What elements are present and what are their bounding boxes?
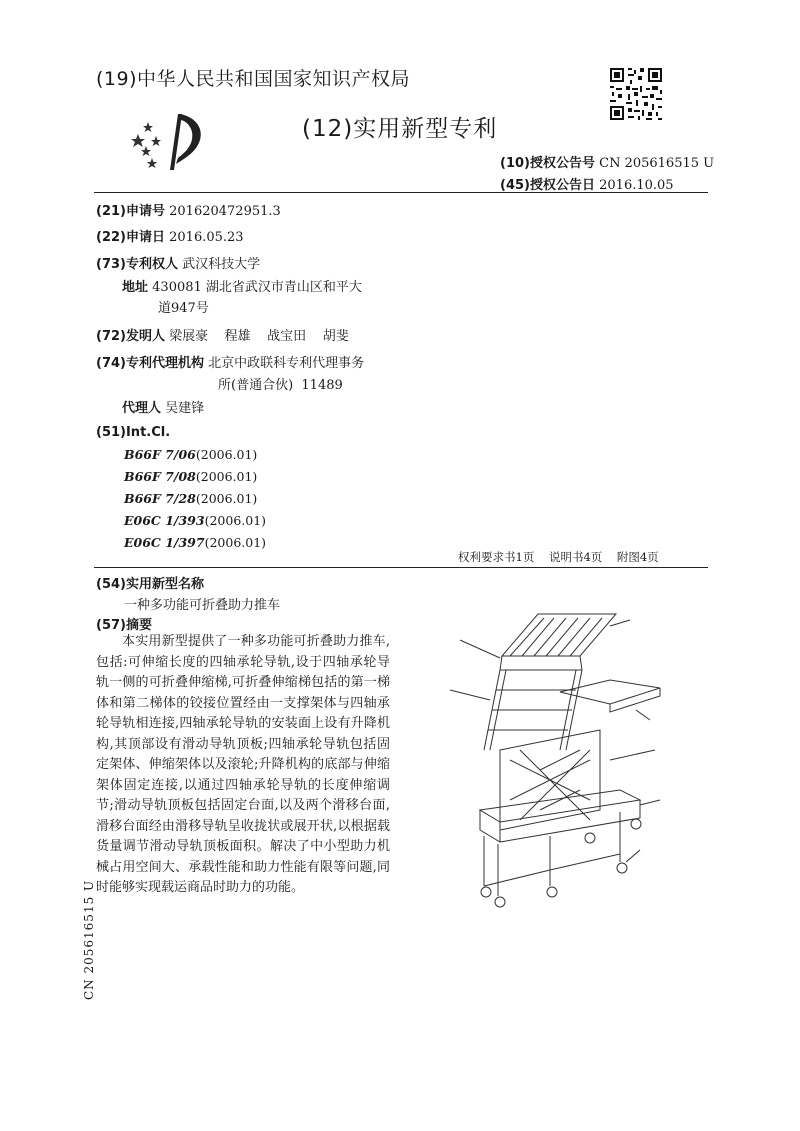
address-row xyxy=(122,276,362,295)
utility-model-title: 一种多功能可折叠助力推车 xyxy=(124,598,281,613)
ipc-version: (2006.01) xyxy=(195,491,258,506)
ipc-version: (2006.01) xyxy=(195,447,258,462)
patentee-row xyxy=(96,253,260,272)
ipc-code: B66F 7/08 xyxy=(124,469,196,484)
title-label: (54)实用新型名称 xyxy=(96,577,204,592)
publication-number-label: (10)授权公告号 xyxy=(500,156,595,171)
page-counts: 权利要求书1页 说明书4页 附图4页 xyxy=(458,550,659,564)
address-label: 地址 xyxy=(122,280,149,295)
address-line-1: 430081 湖北省武汉市青山区和平大 xyxy=(152,280,362,295)
ipc-code: B66F 7/28 xyxy=(124,491,196,506)
ipc-version: (2006.01) xyxy=(204,535,267,550)
publication-number: CN 205616515 U xyxy=(599,156,715,171)
ipc-entry xyxy=(124,535,266,550)
ipc-entry xyxy=(124,447,257,462)
ipc-version: (2006.01) xyxy=(195,469,258,484)
ipc-code: E06C 1/393 xyxy=(124,513,205,528)
abstract-text: 本实用新型提供了一种多功能可折叠助力推车,包括:可伸缩长度的四轴承轮导轨,设于四轴承轮导轨一侧的可折叠伸缩梯,可折叠伸缩梯包括的第一梯体和第二梯体的铰接位置经由一支撑架体与四轴承轮导轨相连接,四轴承轮导轨的安装面上设有升降机构,其顶部设有滑动导轨顶板;四轴承轮导轨包括固定架体、伸缩架体以及滚轮;升降机构的底部与伸缩架体固定连接,以通过四轴承轮导轨的长度伸缩调节;滑动导轨顶板包括固定台面,以及两个滑移台面,滑移台面经由滑移导轨呈收拢状或展开状,以根据载货量调节滑动导轨顶板面积。解决了中小型助力机械占用空间大、承载性能和助力性能有限等问题,同时能够实现载运商品时助力的功能。 xyxy=(96,634,390,895)
intcl-label: (51)Int.Cl. xyxy=(96,425,171,440)
agent: 吴建锋 xyxy=(165,401,205,416)
inventors-row xyxy=(96,325,349,344)
patent-drawing-figure xyxy=(440,600,680,910)
address-line-2: 道947号 xyxy=(158,301,209,316)
publication-date-row xyxy=(500,174,674,193)
ipc-version: (2006.01) xyxy=(204,513,267,528)
inventors: 梁展豪 程雄 战宝田 胡斐 xyxy=(169,329,349,344)
section-divider xyxy=(94,567,708,568)
ipc-entry xyxy=(124,513,266,528)
agency-line-2: 所(普通合伙) 11489 xyxy=(218,378,343,393)
qr-code-icon xyxy=(608,66,664,122)
ipc-code: B66F 7/06 xyxy=(124,447,196,462)
agent-label: 代理人 xyxy=(122,401,162,416)
side-publication-number: CN 205616515 U xyxy=(82,879,96,1000)
agency-row xyxy=(96,352,364,371)
publication-date: 2016.10.05 xyxy=(599,178,674,193)
agent-row xyxy=(122,397,204,416)
patentee-label: (73)专利权人 xyxy=(96,257,178,272)
patentee: 武汉科技大学 xyxy=(182,257,261,272)
agency-label: (74)专利代理机构 xyxy=(96,356,204,371)
header-divider xyxy=(94,192,708,193)
ipc-code: E06C 1/397 xyxy=(124,535,205,550)
publication-date-label: (45)授权公告日 xyxy=(500,178,595,193)
abstract-label: (57)摘要 xyxy=(96,618,152,633)
patent-type-title: (12)实用新型专利 xyxy=(302,116,498,142)
application-number-row xyxy=(96,200,281,219)
application-date: 2016.05.23 xyxy=(169,230,244,245)
publication-number-row xyxy=(500,152,714,171)
issuing-office: (19)中华人民共和国国家知识产权局 xyxy=(96,68,411,90)
agency-line-1: 北京中政联科专利代理事务 xyxy=(208,356,365,371)
cnipa-logo-icon xyxy=(130,104,210,174)
application-number-label: (21)申请号 xyxy=(96,204,165,219)
ipc-entry xyxy=(124,469,257,484)
ipc-entry xyxy=(124,491,257,506)
application-date-row xyxy=(96,226,244,245)
application-date-label: (22)申请日 xyxy=(96,230,165,245)
inventors-label: (72)发明人 xyxy=(96,329,165,344)
application-number: 201620472951.3 xyxy=(169,204,281,219)
